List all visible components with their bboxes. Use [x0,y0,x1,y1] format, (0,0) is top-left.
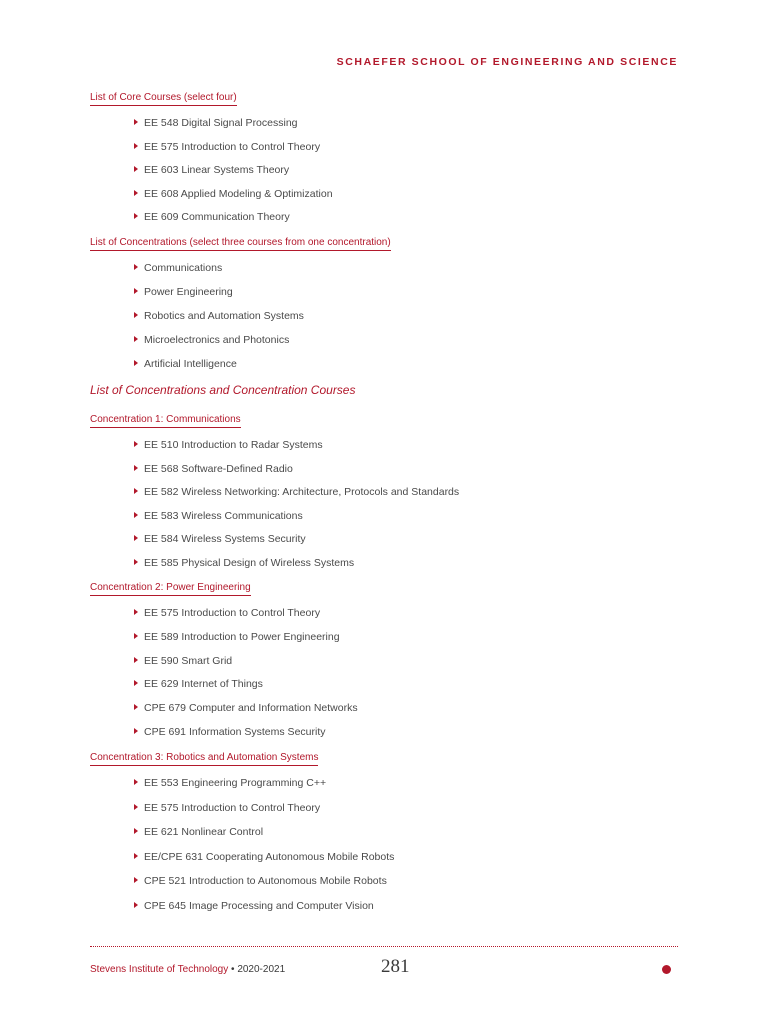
footer-institution [90,964,285,975]
list-item: Power Engineering [134,285,391,299]
concentration-1-list [134,438,459,570]
academic-year: 2020-2021 [237,964,286,975]
arrow-bullet-icon [134,336,138,342]
list-item: EE 608 Applied Modeling & Optimization [134,187,333,201]
footer-divider [90,946,678,947]
concentration-3-section [90,747,394,913]
list-item: EE 575 Introduction to Control Theory [134,801,394,815]
arrow-bullet-icon [134,360,138,366]
arrow-bullet-icon [134,288,138,294]
list-item: EE 582 Wireless Networking: Architecture, Protocols and Standards [134,485,459,499]
footer-dot-icon [662,965,671,974]
list-item: CPE 679 Computer and Information Networks [134,701,358,715]
arrow-bullet-icon [134,488,138,494]
arrow-bullet-icon [134,902,138,908]
arrow-bullet-icon [134,728,138,734]
core-courses-section [90,87,333,224]
arrow-bullet-icon [134,190,138,196]
list-item: Microelectronics and Photonics [134,333,391,347]
concentration-1-section [90,409,459,570]
arrow-bullet-icon [134,633,138,639]
arrow-bullet-icon [134,853,138,859]
list-item: CPE 691 Information Systems Security [134,725,358,739]
arrow-bullet-icon [134,609,138,615]
list-item: EE 585 Physical Design of Wireless Systems [134,556,459,570]
footer-separator: • [228,964,238,975]
list-item: EE 575 Introduction to Control Theory [134,606,358,620]
list-item: EE 590 Smart Grid [134,654,358,668]
arrow-bullet-icon [134,559,138,565]
list-item: EE 629 Internet of Things [134,677,358,691]
list-item: EE 609 Communication Theory [134,210,333,224]
list-item: Communications [134,261,391,275]
list-item: EE 548 Digital Signal Processing [134,116,333,130]
arrow-bullet-icon [134,312,138,318]
arrow-bullet-icon [134,166,138,172]
core-courses-list [134,116,333,224]
arrow-bullet-icon [134,657,138,663]
section-title: List of Core Courses (select four) [90,92,237,106]
page-subheading: List of Concentrations and Concentration Courses [90,383,356,397]
section-title: List of Concentrations (select three courses from one concentration) [90,237,391,251]
concentrations-list [134,261,391,371]
concentration-2-list [134,606,358,739]
section-title: Concentration 3: Robotics and Automation Systems [90,752,318,766]
arrow-bullet-icon [134,143,138,149]
concentration-courses-heading-section [90,381,355,399]
arrow-bullet-icon [134,828,138,834]
concentration-2-section [90,577,358,739]
list-item: EE/CPE 631 Cooperating Autonomous Mobile Robots [134,850,394,864]
arrow-bullet-icon [134,465,138,471]
list-item: EE 583 Wireless Communications [134,509,459,523]
arrow-bullet-icon [134,512,138,518]
arrow-bullet-icon [134,779,138,785]
list-item: Robotics and Automation Systems [134,309,391,323]
arrow-bullet-icon [134,264,138,270]
list-item: CPE 645 Image Processing and Computer Vision [134,899,394,913]
arrow-bullet-icon [134,535,138,541]
concentrations-section [90,232,391,371]
list-item: EE 510 Introduction to Radar Systems [134,438,459,452]
section-title: Concentration 2: Power Engineering [90,582,251,596]
section-title: Concentration 1: Communications [90,414,241,428]
list-item: EE 621 Nonlinear Control [134,825,394,839]
list-item: Artificial Intelligence [134,357,391,371]
arrow-bullet-icon [134,704,138,710]
list-item: EE 589 Introduction to Power Engineering [134,630,358,644]
concentration-3-list [134,776,394,913]
arrow-bullet-icon [134,441,138,447]
page-number: 281 [381,956,410,977]
list-item: CPE 521 Introduction to Autonomous Mobile Robots [134,874,394,888]
school-header: SCHAEFER SCHOOL OF ENGINEERING AND SCIENCE [336,56,678,68]
list-item: EE 575 Introduction to Control Theory [134,140,333,154]
arrow-bullet-icon [134,119,138,125]
list-item: EE 584 Wireless Systems Security [134,532,459,546]
list-item: EE 553 Engineering Programming C++ [134,776,394,790]
arrow-bullet-icon [134,804,138,810]
list-item: EE 568 Software-Defined Radio [134,462,459,476]
list-item: EE 603 Linear Systems Theory [134,163,333,177]
arrow-bullet-icon [134,213,138,219]
arrow-bullet-icon [134,877,138,883]
institution-name: Stevens Institute of Technology [90,964,229,975]
arrow-bullet-icon [134,680,138,686]
